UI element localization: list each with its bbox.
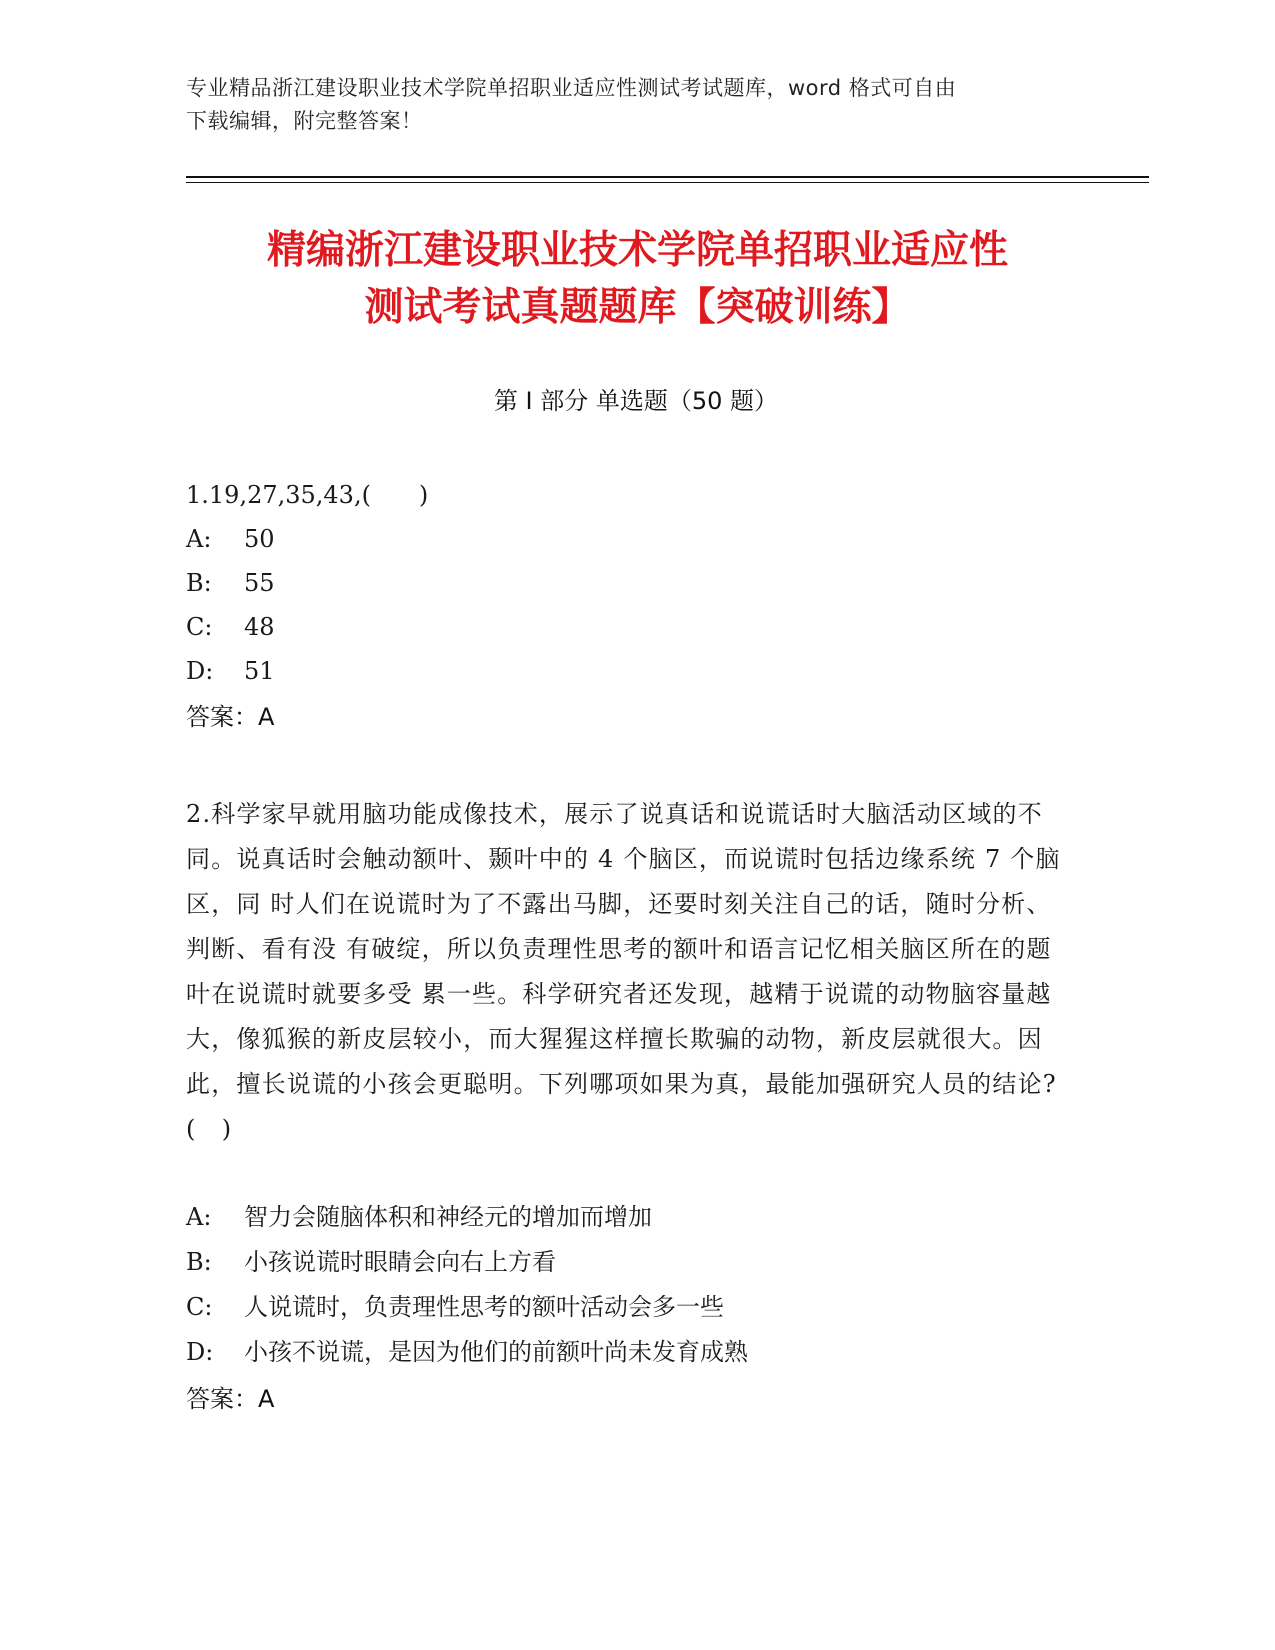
question-1-answer: 答案：A [186, 703, 275, 731]
question-2-option-d [186, 1335, 748, 1369]
option-letter: B: [186, 1248, 212, 1276]
question-2-stem: 2.科学家早就用脑功能成像技术，展示了说真话和说谎话时大脑活动区域的不 同。说真话时会触动额叶、颞叶中的 4 个脑区，而说谎时包括边缘系统 7 个脑区，同 时人们在说谎时为了不露出马脚，还要时刻关注自己的话，随时分析、判断、看有没 有破绽，所以负责理性思考的额叶和语言记忆相关脑区所在的题叶在说谎时就要多受 累一些。科学研究者还发现，越精于说谎的动物脑容量越大，像狐猴的新皮层较小，而大猩猩这样擅长欺骗的动物，新皮层就很大。因此，擅长说谎的小孩会更聪明。下列哪项如果为真，最能加强研究人员的结论?( ) [186, 800, 1061, 1143]
header-divider-thin [186, 182, 1149, 183]
option-text: 48 [244, 613, 275, 641]
question-2-answer: 答案：A [186, 1385, 275, 1413]
option-text: 小孩不说谎，是因为他们的前额叶尚未发育成熟 [244, 1338, 748, 1366]
option-text: 55 [244, 569, 275, 597]
header-divider-thick [186, 176, 1149, 178]
question-2-option-a [186, 1200, 652, 1234]
option-letter: D: [186, 657, 214, 685]
option-letter: D: [186, 1338, 214, 1366]
option-text: 人说谎时，负责理性思考的额叶活动会多一些 [244, 1293, 724, 1321]
question-1-option-d [186, 654, 275, 688]
page-title [150, 222, 1125, 336]
page-title-line-2: 测试考试真题题库【突破训练】 [364, 285, 911, 330]
section-heading: 第 I 部分 单选题（50 题） [493, 387, 779, 415]
option-text: 小孩说谎时眼睛会向右上方看 [244, 1248, 556, 1276]
page-title-line-1: 精编浙江建设职业技术学院单招职业适应性 [266, 228, 1008, 273]
option-letter: A: [186, 525, 212, 553]
option-letter: B: [186, 569, 212, 597]
question-1-option-a [186, 522, 275, 556]
header-note [186, 72, 1086, 138]
option-text: 51 [244, 657, 275, 685]
question-2-option-b [186, 1245, 556, 1279]
question-2-option-c [186, 1290, 724, 1324]
option-text: 50 [244, 525, 275, 553]
option-letter: A: [186, 1203, 212, 1231]
option-text: 智力会随脑体积和神经元的增加而增加 [244, 1203, 652, 1231]
option-letter: C: [186, 1293, 213, 1321]
question-1-stem: 1.19,27,35,43,( ) [186, 481, 429, 509]
option-letter: C: [186, 613, 213, 641]
question-1-option-b [186, 566, 275, 600]
header-note-line-1: 专业精品浙江建设职业技术学院单招职业适应性测试考试题库，word 格式可自由 [186, 76, 957, 100]
question-1-option-c [186, 610, 275, 644]
header-note-line-2: 下载编辑，附完整答案！ [186, 109, 423, 133]
